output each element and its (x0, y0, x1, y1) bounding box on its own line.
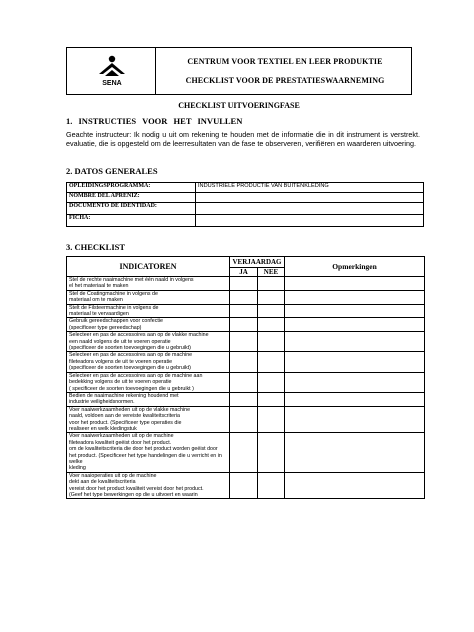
remarks-cell[interactable] (285, 332, 425, 352)
col-opmerkingen: Opmerkingen (285, 257, 425, 277)
indicator-text: Selecteer en pas de accessoires aan op de vlakke machine een naald volgens de uit te voeren operatie (specificeer de soorten toevoegingen die u gebruikt) (67, 332, 230, 352)
field-value[interactable] (196, 203, 424, 215)
table-row (67, 203, 424, 215)
col-verjaardag: VERJAARDAG (230, 257, 285, 268)
header-box (66, 47, 412, 95)
general-data-table (66, 182, 424, 227)
document-title: CHECKLIST UITVOERINGFASE (178, 101, 300, 110)
nee-cell[interactable] (258, 392, 285, 406)
table-row (67, 392, 425, 406)
ja-cell[interactable] (230, 472, 258, 499)
indicator-text: Voer naaiwerkzaamheden uit op de machine fileteadora kwaliteit geëist door het product. om de kwaliteitscriteria die door het product worden geëist door het product. (Specificeer het type handelingen die u verricht en in welke kleding (67, 433, 230, 472)
indicator-text: Selecteer en pas de accessoires aan op de machine aan bedekking volgens de uit te voeren operatie ( specificeer de soorten toevoegingen die u gebruikt ) (67, 372, 230, 392)
ja-cell[interactable] (230, 277, 258, 291)
field-label: OPLEIDINGSPROGRAMMA: (67, 183, 196, 193)
ja-cell[interactable] (230, 318, 258, 332)
section-2-heading: 2. DATOS GENERALES (66, 166, 158, 176)
table-row (67, 332, 425, 352)
ja-cell[interactable] (230, 352, 258, 372)
nee-cell[interactable] (258, 352, 285, 372)
nee-cell[interactable] (258, 304, 285, 318)
nee-cell[interactable] (258, 318, 285, 332)
nee-cell[interactable] (258, 372, 285, 392)
field-label: FICHA: (67, 215, 196, 227)
nee-cell[interactable] (258, 332, 285, 352)
field-label: DOCUMENTO DE IDENTIDAD: (67, 203, 196, 215)
table-row (67, 472, 425, 499)
indicator-text: Voer naaiwerkzaamheden uit op de vlakke machine naald, voldoen aan de vereiste kwaliteitscriteria voor het product. (Specificeer type operaties die realiseer en welk kledingstuk (67, 406, 230, 433)
col-indicators: INDICATOREN (67, 257, 230, 277)
remarks-cell[interactable] (285, 406, 425, 433)
table-row (67, 277, 425, 291)
ja-cell[interactable] (230, 304, 258, 318)
table-row (67, 215, 424, 227)
nee-cell[interactable] (258, 277, 285, 291)
field-value[interactable]: INDUSTRIËLE PRODUCTIE VAN BUITENKLEDING (196, 183, 424, 193)
table-row (67, 406, 425, 433)
table-row (67, 193, 424, 203)
header-title-2: CHECKLIST VOOR DE PRESTATIESWAARNEMING (185, 76, 385, 85)
nee-cell[interactable] (258, 290, 285, 304)
nee-cell[interactable] (258, 472, 285, 499)
field-label: NOMBRE DEL APRENIZ: (67, 193, 196, 203)
ja-cell[interactable] (230, 290, 258, 304)
remarks-cell[interactable] (285, 372, 425, 392)
svg-text:SENA: SENA (102, 80, 122, 87)
sena-logo-icon (95, 54, 129, 88)
remarks-cell[interactable] (285, 304, 425, 318)
remarks-cell[interactable] (285, 352, 425, 372)
table-row (67, 318, 425, 332)
header-row (67, 257, 425, 268)
ja-cell[interactable] (230, 433, 258, 472)
header-title-1: CENTRUM VOOR TEXTIEL EN LEER PRODUKTIE (187, 57, 383, 66)
indicator-text: Stel de rechte naaimachine met één naald in volgens el het materiaal te maken (67, 277, 230, 291)
remarks-cell[interactable] (285, 290, 425, 304)
indicator-text: Selecteer en pas de accessoires aan op de machine fileteadora volgens de uit te voeren operatie (specificeer de soorten toevoegingen die u gebruikt) (67, 352, 230, 372)
nee-cell[interactable] (258, 433, 285, 472)
table-row (67, 352, 425, 372)
remarks-cell[interactable] (285, 392, 425, 406)
ja-cell[interactable] (230, 332, 258, 352)
table-row (67, 290, 425, 304)
indicator-text: Gebruik gereedschappen voor confectie (specificeer type gereedschap) (67, 318, 230, 332)
indicator-text: Bedien de naaimachine rekening houdend met industrie veiligheidsnormen. (67, 392, 230, 406)
instructions-text: Geachte instructeur: Ik nodig u uit om rekening te houden met de informatie die in dit instrument is verstrekt. evaluatie, die is opgesteld om de leerresultaten van de fase te observeren, verifiëren en waarderen uitvoering. (66, 130, 420, 148)
ja-cell[interactable] (230, 406, 258, 433)
checklist-table (66, 256, 425, 499)
logo-cell (67, 48, 156, 94)
indicator-text: Voer naaioperaties uit op de machine dekt aan de kwaliteitscriteria vereist door het product kwaliteit vereist door het product. (Geef het type bewerkingen op die u uitvoert en waarin (67, 472, 230, 499)
ja-cell[interactable] (230, 372, 258, 392)
field-value[interactable] (196, 215, 424, 227)
section-3-heading: 3. CHECKLIST (66, 242, 126, 252)
remarks-cell[interactable] (285, 472, 425, 499)
table-row (67, 304, 425, 318)
col-nee: NEE (258, 268, 285, 277)
col-ja: JA (230, 268, 258, 277)
field-value[interactable] (196, 193, 424, 203)
table-row (67, 372, 425, 392)
table-row (67, 183, 424, 193)
indicator-text: Stelt de Filsteermachine in volgens de materiaal te vervaardigen (67, 304, 230, 318)
ja-cell[interactable] (230, 392, 258, 406)
remarks-cell[interactable] (285, 277, 425, 291)
section-1-heading: 1. INSTRUCTIES VOOR HET INVULLEN (66, 116, 243, 126)
nee-cell[interactable] (258, 406, 285, 433)
indicator-text: Stel de Coatingmachine in volgens de materiaal om te maken (67, 290, 230, 304)
remarks-cell[interactable] (285, 433, 425, 472)
remarks-cell[interactable] (285, 318, 425, 332)
table-row (67, 433, 425, 472)
